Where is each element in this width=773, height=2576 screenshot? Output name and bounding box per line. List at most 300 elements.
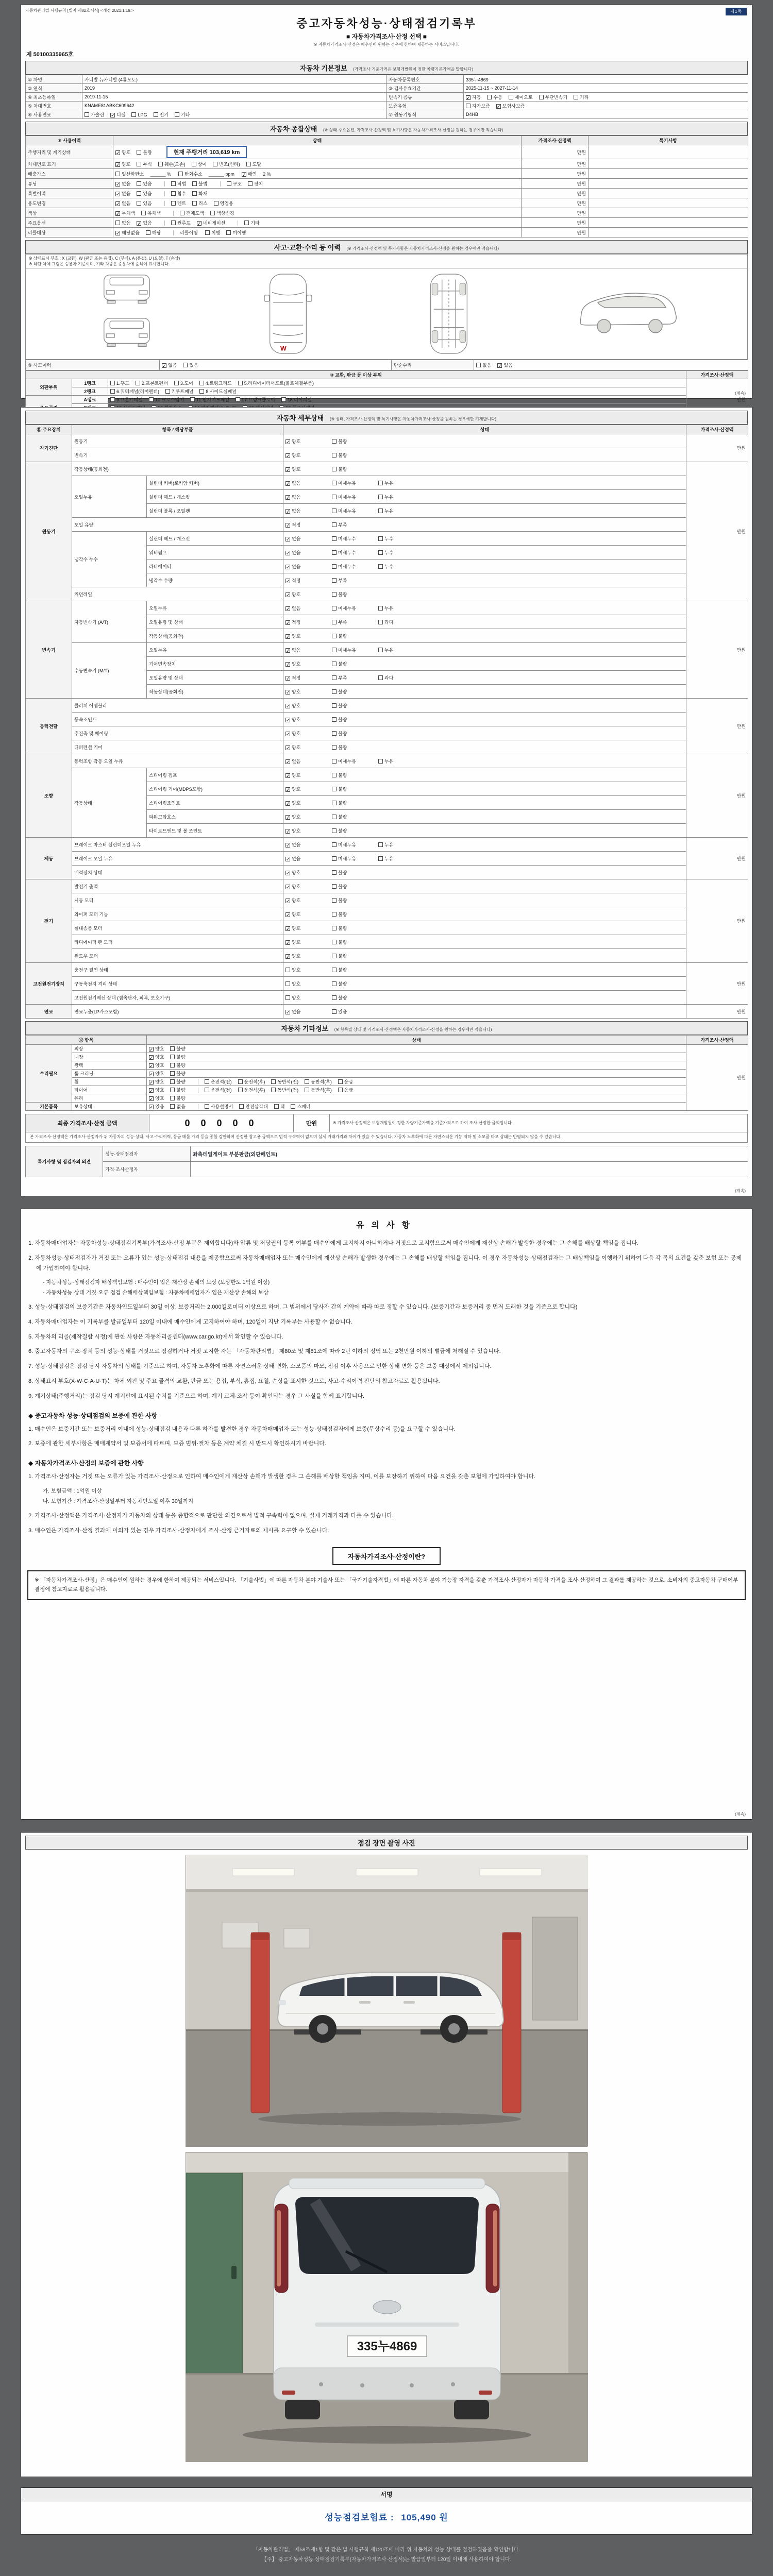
checkbox[interactable] [238,1079,243,1084]
checkbox-option[interactable] [115,210,135,216]
checkbox-option[interactable] [332,605,376,612]
checkbox-option[interactable] [466,94,481,100]
checkbox[interactable] [239,1104,244,1109]
checkbox[interactable] [192,162,196,166]
checkbox-option[interactable] [170,1103,185,1110]
checkbox[interactable] [141,211,146,215]
checkbox-option[interactable] [154,111,169,118]
checkbox[interactable] [378,495,383,499]
checkbox[interactable]: ✓ [116,201,120,207]
checkbox-option[interactable] [110,111,125,118]
checkbox-option[interactable] [149,396,184,403]
checkbox-option[interactable] [332,730,376,737]
checkbox[interactable] [332,898,337,903]
checkbox-option[interactable] [141,210,161,216]
checkbox[interactable]: ✓ [286,856,290,862]
checkbox[interactable]: ✓ [286,439,290,445]
checkbox[interactable] [205,1079,209,1084]
checkbox-option[interactable] [137,149,152,156]
checkbox[interactable] [332,773,337,777]
checkbox[interactable]: ✓ [286,759,290,765]
checkbox-option[interactable] [285,939,330,945]
checkbox-option[interactable] [115,149,130,156]
checkbox[interactable] [332,787,337,791]
checkbox-option[interactable] [476,362,491,368]
checkbox-option[interactable] [137,219,152,226]
checkbox[interactable]: ✓ [286,1009,290,1015]
checkbox-option[interactable] [149,1054,164,1060]
checkbox[interactable]: ✓ [286,926,290,931]
checkbox[interactable]: ✓ [286,815,290,820]
checkbox-option[interactable] [285,494,330,500]
checkbox-option[interactable] [332,716,376,723]
checkbox[interactable] [378,536,383,541]
checkbox-option[interactable] [332,980,376,987]
checkbox-option[interactable] [378,605,423,612]
checkbox[interactable]: ✓ [286,662,290,667]
checkbox-option[interactable] [332,647,376,653]
checkbox-option[interactable] [210,210,234,216]
checkbox[interactable] [332,981,337,986]
checkbox-option[interactable] [332,814,376,820]
checkbox-option[interactable] [226,229,246,236]
checkbox[interactable] [332,842,337,847]
checkbox-option[interactable] [332,744,376,751]
checkbox-option[interactable] [285,911,330,918]
checkbox[interactable] [170,1088,175,1092]
checkbox-option[interactable] [285,730,330,737]
checkbox[interactable] [332,578,337,583]
checkbox[interactable] [509,95,513,99]
checkbox-option[interactable] [285,605,330,612]
checkbox[interactable] [332,689,337,694]
checkbox[interactable]: ✓ [149,1072,154,1077]
checkbox[interactable] [332,564,337,569]
checkbox-option[interactable] [496,103,525,109]
checkbox-option[interactable] [137,190,152,197]
checkbox[interactable] [85,112,89,117]
checkbox-option[interactable] [285,827,330,834]
checkbox[interactable] [281,397,286,402]
checkbox-option[interactable] [227,180,242,187]
checkbox-option[interactable] [137,180,152,187]
checkbox-option[interactable] [332,466,376,472]
checkbox[interactable]: ✓ [149,1047,154,1052]
checkbox[interactable] [137,181,141,186]
checkbox-option[interactable] [246,161,261,167]
checkbox[interactable] [332,536,337,541]
checkbox-option[interactable] [285,702,330,709]
checkbox-option[interactable] [332,674,376,681]
checkbox-option[interactable] [131,112,147,117]
checkbox[interactable] [205,1104,209,1109]
checkbox[interactable] [170,1063,175,1067]
checkbox[interactable] [378,856,383,861]
checkbox-option[interactable] [285,883,330,890]
checkbox[interactable] [332,592,337,597]
checkbox-option[interactable] [238,380,314,386]
checkbox[interactable] [466,104,470,108]
checkbox[interactable] [154,112,158,117]
checkbox[interactable] [332,453,337,457]
checkbox[interactable]: ✓ [286,898,290,904]
checkbox[interactable] [378,509,383,513]
checkbox[interactable]: ✓ [149,1105,154,1110]
checkbox-option[interactable] [170,1062,185,1069]
checkbox-option[interactable] [285,591,330,598]
checkbox-option[interactable] [285,786,330,792]
checkbox-option[interactable] [199,380,232,386]
checkbox-option[interactable] [332,507,376,514]
checkbox-option[interactable] [332,939,376,945]
checkbox-option[interactable] [378,549,423,556]
checkbox[interactable]: ✓ [286,842,290,848]
checkbox-option[interactable] [285,563,330,570]
checkbox-option[interactable] [183,362,198,368]
checkbox-option[interactable] [137,161,152,167]
checkbox[interactable] [110,389,115,394]
checkbox-option[interactable] [332,577,376,584]
checkbox-option[interactable] [285,577,330,584]
checkbox[interactable] [574,95,578,99]
checkbox[interactable]: ✓ [116,162,120,167]
checkbox[interactable] [205,230,210,235]
checkbox-option[interactable] [332,521,376,528]
checkbox[interactable] [476,363,481,367]
checkbox-option[interactable] [170,1087,185,1093]
checkbox[interactable] [205,1088,209,1092]
checkbox-option[interactable] [285,925,330,931]
checkbox-option[interactable] [205,1087,232,1093]
checkbox-option[interactable] [378,647,423,653]
checkbox-option[interactable] [332,841,376,848]
checkbox[interactable] [137,191,141,196]
checkbox[interactable] [136,381,140,385]
checkbox[interactable]: ✓ [286,912,290,918]
checkbox-option[interactable] [332,688,376,695]
checkbox-option[interactable] [285,466,330,472]
checkbox[interactable]: ✓ [111,112,115,118]
checkbox[interactable]: ✓ [286,773,290,778]
checkbox[interactable] [539,95,544,99]
checkbox[interactable] [137,150,141,155]
checkbox[interactable] [236,397,240,402]
checkbox[interactable] [332,828,337,833]
checkbox-option[interactable] [248,180,263,187]
checkbox-option[interactable] [332,883,376,890]
checkbox-option[interactable] [285,688,330,695]
checkbox[interactable] [244,221,249,225]
checkbox-option[interactable] [497,362,512,368]
checkbox[interactable] [332,495,337,499]
checkbox[interactable] [378,648,383,652]
checkbox-option[interactable] [178,171,203,177]
checkbox-option[interactable] [378,494,423,500]
checkbox[interactable]: ✓ [286,787,290,792]
checkbox[interactable]: ✓ [286,703,290,709]
checkbox-option[interactable] [115,229,140,236]
checkbox[interactable] [170,1046,175,1051]
checkbox-option[interactable] [285,535,330,542]
checkbox-option[interactable] [199,388,237,395]
checkbox-option[interactable] [378,674,423,681]
checkbox-option[interactable] [238,1078,265,1085]
checkbox[interactable] [332,675,337,680]
checkbox-option[interactable] [285,619,330,625]
checkbox-option[interactable] [115,180,130,187]
checkbox-option[interactable] [332,855,376,862]
checkbox[interactable] [175,112,179,117]
checkbox[interactable] [238,1088,243,1092]
checkbox[interactable] [332,467,337,471]
checkbox[interactable] [115,221,120,225]
checkbox-option[interactable] [305,1078,332,1085]
checkbox-option[interactable] [110,396,143,403]
checkbox[interactable] [171,201,176,206]
checkbox-option[interactable] [192,161,207,167]
checkbox-option[interactable] [285,841,330,848]
checkbox-option[interactable] [332,549,376,556]
checkbox-option[interactable] [285,647,330,653]
checkbox[interactable]: ✓ [286,564,290,570]
checkbox-option[interactable] [332,633,376,639]
checkbox-option[interactable] [332,869,376,876]
checkbox-option[interactable] [115,190,130,197]
checkbox-option[interactable] [332,772,376,778]
checkbox-option[interactable] [378,758,423,765]
checkbox[interactable]: ✓ [149,1088,154,1093]
checkbox[interactable] [213,162,217,166]
checkbox[interactable] [226,230,231,235]
checkbox[interactable]: ✓ [149,1080,154,1085]
checkbox[interactable] [271,1079,276,1084]
checkbox[interactable]: ✓ [149,1096,154,1101]
checkbox-option[interactable] [332,911,376,918]
checkbox-option[interactable] [332,1008,376,1015]
checkbox-option[interactable] [332,827,376,834]
checkbox-option[interactable] [338,1078,353,1085]
checkbox[interactable]: ✓ [286,634,290,639]
checkbox-option[interactable] [158,161,186,167]
checkbox[interactable] [171,221,176,225]
checkbox-option[interactable] [285,549,330,556]
checkbox[interactable] [210,211,215,215]
checkbox[interactable] [305,1088,309,1092]
checkbox-option[interactable] [149,1087,164,1093]
checkbox[interactable] [378,481,383,485]
checkbox-option[interactable] [332,897,376,904]
checkbox[interactable] [214,201,219,206]
checkbox[interactable] [285,981,290,986]
checkbox-option[interactable] [274,1103,285,1110]
checkbox[interactable] [115,172,120,176]
checkbox[interactable]: ✓ [116,230,120,236]
checkbox[interactable] [332,759,337,764]
checkbox-option[interactable] [332,994,376,1001]
checkbox[interactable] [378,606,383,611]
checkbox[interactable] [332,856,337,861]
checkbox-option[interactable] [338,1087,353,1093]
checkbox[interactable] [146,230,150,235]
checkbox[interactable]: ✓ [116,191,120,197]
checkbox[interactable] [192,201,197,206]
checkbox[interactable]: ✓ [116,150,120,156]
checkbox[interactable]: ✓ [286,689,290,695]
checkbox[interactable]: ✓ [162,363,166,369]
checkbox[interactable]: ✓ [149,1063,154,1069]
checkbox-option[interactable] [285,674,330,681]
checkbox-option[interactable] [85,111,104,118]
checkbox-option[interactable] [110,388,159,395]
checkbox-option[interactable] [332,786,376,792]
checkbox-option[interactable] [281,396,312,403]
checkbox[interactable] [338,1079,343,1084]
checkbox[interactable]: ✓ [286,620,290,625]
checkbox-option[interactable] [305,1087,332,1093]
checkbox-option[interactable] [115,219,130,226]
checkbox-option[interactable] [205,1078,232,1085]
checkbox-option[interactable] [165,388,193,395]
checkbox-option[interactable] [332,953,376,959]
checkbox[interactable] [332,745,337,750]
checkbox[interactable] [332,662,337,666]
checkbox-option[interactable] [174,380,193,386]
checkbox-option[interactable] [285,438,330,445]
checkbox[interactable]: ✓ [286,481,290,486]
checkbox[interactable] [332,550,337,555]
checkbox-option[interactable] [285,800,330,806]
checkbox-option[interactable] [332,563,376,570]
checkbox-option[interactable] [332,660,376,667]
checkbox[interactable]: ✓ [286,509,290,514]
checkbox-option[interactable] [285,814,330,820]
checkbox-option[interactable] [332,967,376,973]
checkbox[interactable] [332,509,337,513]
checkbox[interactable] [171,191,176,196]
checkbox-option[interactable] [378,563,423,570]
checkbox-option[interactable] [149,1070,164,1077]
checkbox-option[interactable] [285,980,330,987]
checkbox-option[interactable] [149,1062,164,1069]
checkbox-option[interactable] [170,1078,185,1085]
checkbox[interactable]: ✓ [116,181,120,187]
checkbox[interactable]: ✓ [286,467,290,472]
checkbox-option[interactable] [171,219,191,226]
checkbox-option[interactable] [170,1070,185,1077]
checkbox[interactable] [271,1088,276,1092]
checkbox-option[interactable] [171,180,186,187]
checkbox-option[interactable] [162,362,177,368]
checkbox-option[interactable] [149,1045,164,1052]
checkbox[interactable] [170,1055,175,1059]
checkbox[interactable] [170,1071,175,1076]
checkbox-option[interactable] [236,396,275,403]
checkbox-option[interactable] [244,219,259,226]
checkbox[interactable] [174,381,179,385]
checkbox-option[interactable] [149,1103,164,1110]
checkbox[interactable]: ✓ [286,536,290,542]
checkbox[interactable] [378,842,383,847]
checkbox-option[interactable] [285,744,330,751]
checkbox[interactable] [332,648,337,652]
checkbox-option[interactable] [487,94,502,100]
checkbox-option[interactable] [197,219,225,226]
checkbox[interactable]: ✓ [286,745,290,751]
checkbox-option[interactable] [175,111,190,118]
checkbox[interactable] [192,191,197,196]
checkbox-option[interactable] [332,535,376,542]
checkbox-option[interactable] [146,229,161,236]
checkbox-option[interactable] [285,967,330,973]
checkbox-option[interactable] [213,161,240,167]
checkbox-option[interactable] [285,869,330,876]
checkbox-option[interactable] [285,633,330,639]
checkbox-option[interactable] [285,521,330,528]
checkbox-option[interactable] [285,758,330,765]
checkbox-option[interactable] [285,772,330,778]
checkbox-option[interactable] [271,1087,298,1093]
checkbox[interactable] [170,1104,175,1109]
checkbox[interactable] [285,995,290,1000]
checkbox[interactable] [110,381,115,385]
checkbox[interactable]: ✓ [286,606,290,612]
checkbox-option[interactable] [137,200,152,207]
checkbox-option[interactable] [171,190,186,197]
checkbox[interactable]: ✓ [197,221,201,226]
checkbox[interactable] [332,884,337,889]
checkbox[interactable] [332,606,337,611]
checkbox[interactable] [183,363,188,367]
checkbox-option[interactable] [574,94,589,100]
checkbox[interactable] [332,912,337,917]
checkbox[interactable] [332,717,337,722]
checkbox-option[interactable] [332,619,376,625]
checkbox-option[interactable] [539,94,567,100]
checkbox[interactable] [285,968,290,972]
checkbox-option[interactable] [285,507,330,514]
checkbox[interactable] [332,703,337,708]
checkbox-option[interactable] [149,1095,164,1101]
checkbox-option[interactable] [509,94,533,100]
checkbox[interactable] [171,181,176,186]
checkbox-option[interactable] [115,171,144,177]
checkbox-option[interactable] [149,1078,164,1085]
checkbox[interactable] [170,1096,175,1100]
checkbox[interactable] [149,397,154,402]
checkbox-option[interactable] [205,229,220,236]
checkbox-option[interactable] [285,994,330,1001]
checkbox-option[interactable] [170,1095,185,1101]
checkbox[interactable]: ✓ [286,828,290,834]
checkbox-option[interactable] [192,190,207,197]
checkbox-option[interactable] [285,480,330,486]
checkbox[interactable] [192,181,197,186]
checkbox-option[interactable] [170,1045,185,1052]
checkbox-option[interactable] [238,1087,265,1093]
checkbox[interactable]: ✓ [498,363,502,369]
checkbox-option[interactable] [378,507,423,514]
checkbox[interactable] [131,112,136,117]
checkbox-option[interactable] [271,1078,298,1085]
checkbox[interactable] [332,995,337,1000]
checkbox-option[interactable] [285,855,330,862]
checkbox-option[interactable] [214,200,233,207]
checkbox[interactable] [137,201,141,206]
checkbox-option[interactable] [378,535,423,542]
checkbox[interactable] [332,620,337,624]
checkbox[interactable] [199,389,204,394]
checkbox[interactable]: ✓ [242,172,246,177]
